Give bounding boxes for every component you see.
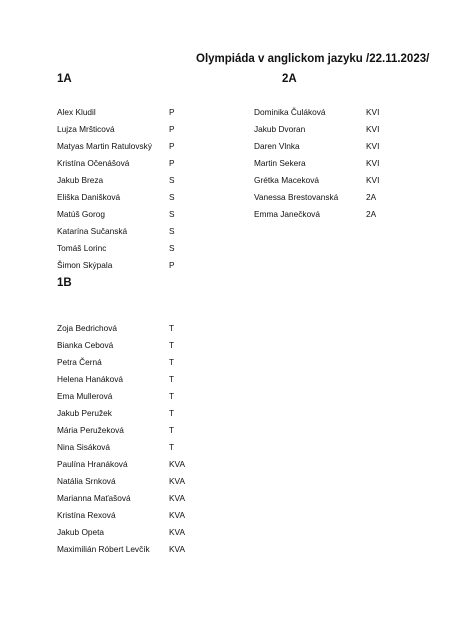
student-name: Matúš Gorog bbox=[57, 209, 105, 219]
student-name: Katarína Sučanská bbox=[57, 226, 128, 236]
student-code: KVA bbox=[169, 510, 185, 520]
student-name: Vanessa Brestovanská bbox=[254, 192, 339, 202]
student-code: T bbox=[169, 374, 175, 384]
student-name: Kristína Očenášová bbox=[57, 158, 130, 168]
student-name: Jakub Dvoran bbox=[254, 124, 306, 134]
student-code: 2A bbox=[366, 192, 377, 202]
student-name: Jakub Breza bbox=[57, 175, 104, 185]
student-code: T bbox=[169, 357, 175, 367]
student-name: Petra Černá bbox=[57, 357, 102, 367]
student-code: S bbox=[169, 209, 175, 219]
student-name: Marianna Maťašová bbox=[57, 493, 131, 503]
student-name: Tomáš Lorinc bbox=[57, 243, 107, 253]
student-name: Maximilián Róbert Levčík bbox=[57, 544, 150, 554]
student-name: Ema Mullerová bbox=[57, 391, 113, 401]
student-name: Emma Janečková bbox=[254, 209, 320, 219]
student-code: KVA bbox=[169, 544, 185, 554]
student-name: Jakub Peružek bbox=[57, 408, 112, 418]
student-name: Matyas Martin Ratulovský bbox=[57, 141, 152, 151]
group-heading-1b: 1B bbox=[57, 277, 72, 289]
student-name: Eliška Danišková bbox=[57, 192, 121, 202]
student-name: Alex Kludil bbox=[57, 107, 96, 117]
student-code: KVI bbox=[366, 107, 380, 117]
student-name: Bianka Cebová bbox=[57, 340, 114, 350]
student-code: KVA bbox=[169, 476, 185, 486]
student-name: Paulína Hranáková bbox=[57, 459, 128, 469]
group-heading-2a: 2A bbox=[282, 73, 297, 85]
student-name: Mária Peružeková bbox=[57, 425, 124, 435]
student-code: T bbox=[169, 408, 175, 418]
student-code: T bbox=[169, 442, 175, 452]
student-code: P bbox=[169, 124, 175, 134]
student-code: P bbox=[169, 158, 175, 168]
student-name: Helena Hanáková bbox=[57, 374, 123, 384]
student-name: Martin Sekera bbox=[254, 158, 306, 168]
student-name: Zoja Bedrichová bbox=[57, 323, 117, 333]
page-title: Olympiáda v anglickom jazyku /22.11.2023/ bbox=[196, 53, 430, 65]
student-code: S bbox=[169, 243, 175, 253]
student-name: Lujza Mršticová bbox=[57, 124, 115, 134]
student-name: Kristína Rexová bbox=[57, 510, 116, 520]
group-heading-1a: 1A bbox=[57, 73, 72, 85]
student-name: Dominika Čuláková bbox=[254, 107, 326, 117]
student-code: S bbox=[169, 175, 175, 185]
student-code: KVA bbox=[169, 459, 185, 469]
student-name: Šimon Skýpala bbox=[57, 260, 113, 270]
student-code: KVA bbox=[169, 527, 185, 537]
student-code: P bbox=[169, 260, 175, 270]
student-code: KVI bbox=[366, 124, 380, 134]
student-code: KVI bbox=[366, 141, 380, 151]
student-code: S bbox=[169, 226, 175, 236]
student-code: T bbox=[169, 340, 175, 350]
student-code: P bbox=[169, 141, 175, 151]
student-code: KVA bbox=[169, 493, 185, 503]
student-code: T bbox=[169, 323, 175, 333]
student-code: S bbox=[169, 192, 175, 202]
student-code: T bbox=[169, 425, 175, 435]
student-code: KVI bbox=[366, 175, 380, 185]
student-name: Nina Sisáková bbox=[57, 442, 111, 452]
student-code: P bbox=[169, 107, 175, 117]
student-code: KVI bbox=[366, 158, 380, 168]
student-name: Natália Srnková bbox=[57, 476, 116, 486]
student-name: Grétka Maceková bbox=[254, 175, 320, 185]
student-code: T bbox=[169, 391, 175, 401]
student-code: 2A bbox=[366, 209, 377, 219]
student-name: Jakub Opeta bbox=[57, 527, 105, 537]
student-name: Daren Vlnka bbox=[254, 141, 300, 151]
